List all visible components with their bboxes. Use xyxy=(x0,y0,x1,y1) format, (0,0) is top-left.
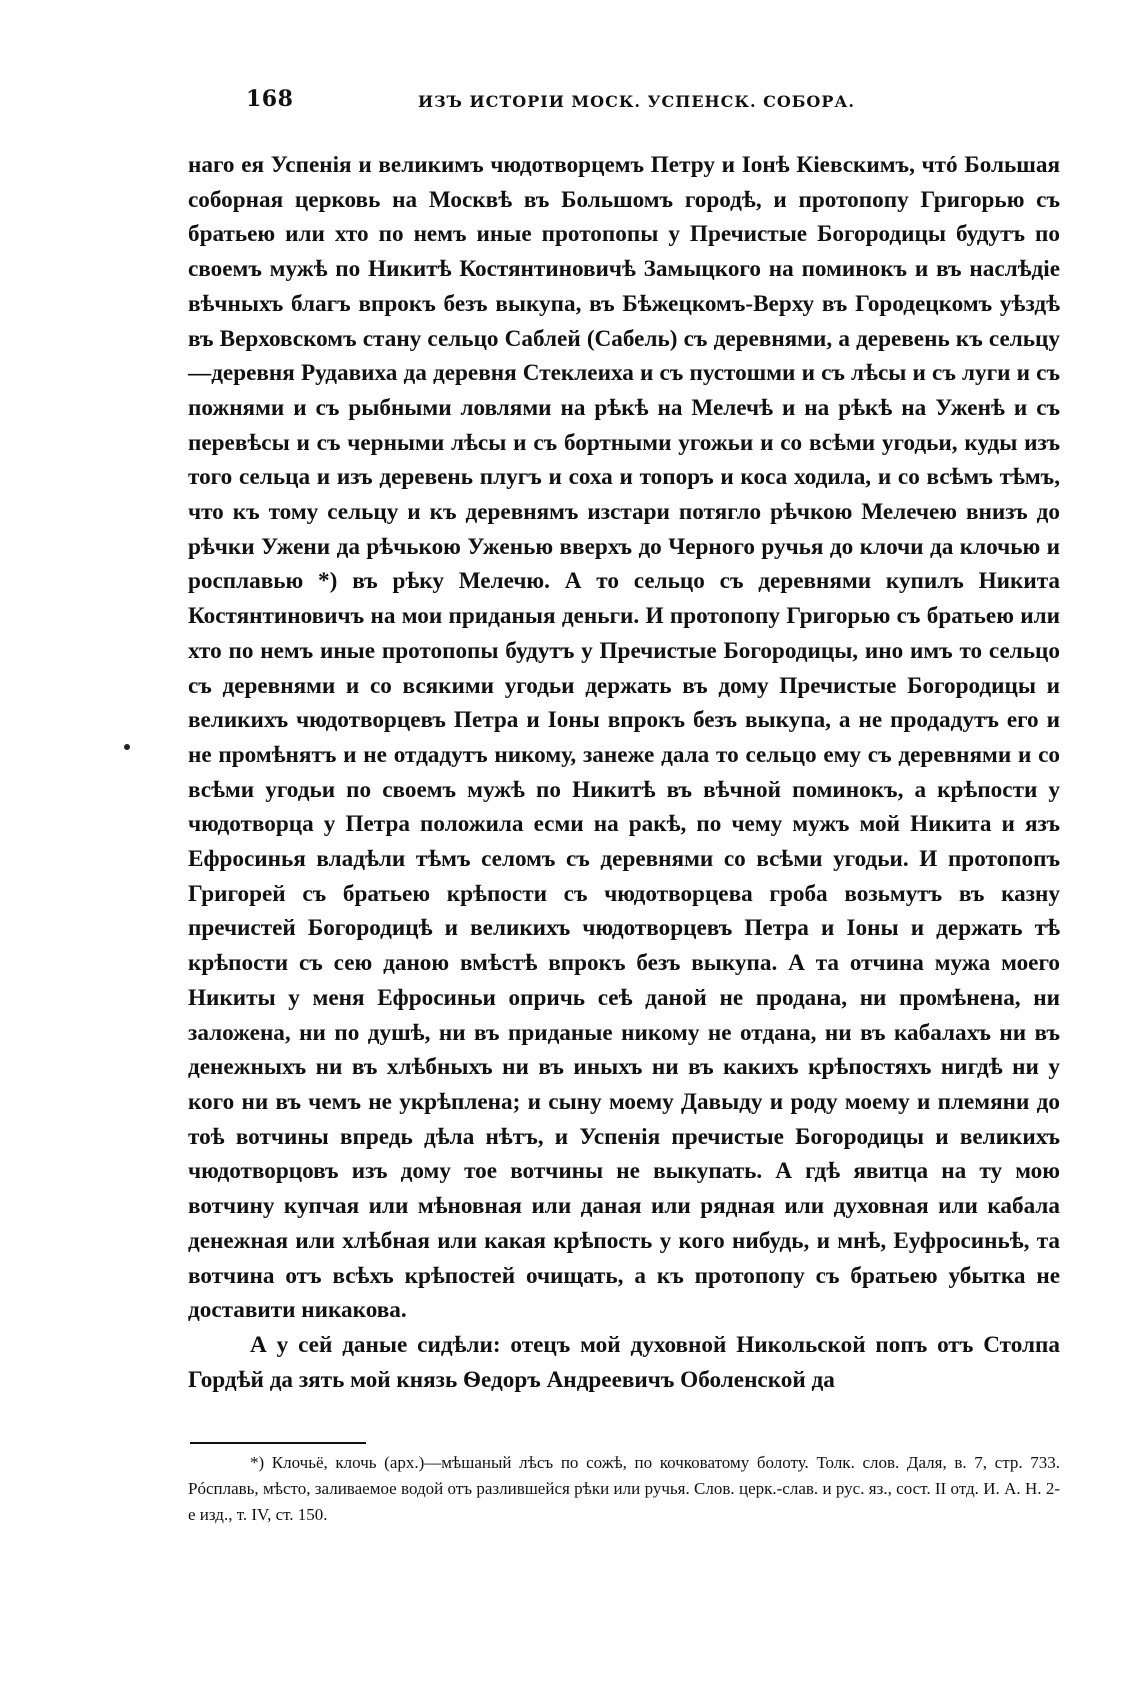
paragraph: наго ея Успенія и великимъ чюдотворцемъ Петру и Іонѣ Кіевскимъ, чтó Большая соборная церковь на Москвѣ въ Большомъ городѣ, и протопопу Григорью съ братьею или хто по немъ иные протопопы у Пречистые Богородицы будутъ по своемъ мужѣ по Никитѣ Костянтиновичѣ Замыцкого на поминокъ и въ наслѣдіе вѣчныхъ благъ впрокъ безъ выкупа, въ Бѣжецкомъ-Верху въ Городецкомъ уѣздѣ въ Верховскомъ стану сельцо Саблей (Сабель) съ деревнями, а деревень къ сельцу —деревня Рудавиха да деревня Стеклеиха и съ пустошми и съ лѣсы и съ луги и съ пожнями и съ рыбными ловлями на рѣкѣ на Мелечѣ и на рѣкѣ на Уженѣ и съ перевѣсы и съ черными лѣсы и съ бортными угожьи и со всѣми угодьи, куды изъ того сельца и изъ деревень плугъ и соха и топоръ и коса ходила, и со всѣмъ тѣмъ, что къ тому сельцу и къ деревнямъ изстари потягло рѣчкою Мелечею внизъ до рѣчки Ужени да рѣчькою Уженью вверхъ до Черного ручья до клочи да клочью и росплавью *) въ рѣку Мелечю. А то сельцо съ деревнями купилъ Никита Костянтиновичъ на мои приданыя деньги. И протопопу Григорью съ братьею или хто по немъ иные протопопы будутъ у Пречистые Богородицы, ино имъ то сельцо съ деревнями и со всякими угодьи держать въ дому Пречистые Богородицы и великихъ чюдотворцевъ Петра и Іоны впрокъ безъ выкупа, а не продадутъ его и не промѣнятъ и не отдадутъ никому, занеже дала то сельцо ему съ деревнями и со всѣми угодьи по своемъ мужѣ по Никитѣ въ вѣчной поминокъ, а крѣпости у чюдотворца у Петра положила есми на ракѣ, по чему мужъ мой Никита и язъ Ефросинья владѣли тѣмъ селомъ съ деревнями со всѣми угодьи. И протопопъ Григорей съ братьею крѣпости съ чюдотворцева гроба возьмутъ въ казну пречистей Богородицѣ и великихъ чюдотворцевъ Петра и Іоны и держать тѣ крѣпости съ сею даною вмѣстѣ впрокъ безъ выкупа. А та отчина мужа моего Никиты у меня Ефросиньи опричь сеѣ даной не продана, ни промѣнена, ни заложена, ни по душѣ, ни въ приданые никому не отдана, ни въ кабалахъ ни въ денежныхъ ни въ хлѣбныхъ ни въ иныхъ ни въ какихъ крѣпостяхъ нигдѣ ни у кого ни въ чемъ не укрѣплена; и сыну моему Давыду и роду моему и племяни до тоѣ вотчины впредь дѣла нѣтъ, и Успенія пречистые Богородицы и великихъ чюдотворцовъ изъ дому тое вотчины не выкупать. А гдѣ явитца на ту мою вотчину купчая или мѣновная или даная или рядная или духовная или кабала денежная или хлѣбная или какая крѣпость у кого нибудь, и мнѣ, Еуфросиньѣ, та вотчина отъ всѣхъ крѣпостей очищать, а къ протопопу съ братьею убытка не доставити никакова. xyxy=(188,152,1060,1324)
running-title: ИЗЪ ИСТОРІИ МОСК. УСПЕНСК. СОБОРА. xyxy=(418,92,855,111)
margin-mark xyxy=(124,744,130,750)
running-header xyxy=(188,86,1058,118)
footnote: *) Клочьё, клочь (арх.)—мѣшаный лѣсъ по сожѣ, по кочковатому болоту. Толк. слов. Даля, в. 7, стр. 733. Рóсплавь, мѣсто, заливаемое водой отъ разлившейся рѣки или ручья. Слов. церк.-слав. и рус. яз., сост. II отд. И. А. Н. 2-е изд., т. IV, ст. 150. xyxy=(188,1453,1060,1524)
page-number: 168 xyxy=(246,86,294,112)
paragraph: А у сей даные сидѣли: отецъ мой духовной Никольской попъ отъ Столпа Гордѣй да зять мой князь Ѳедоръ Андреевичъ Оболенской да xyxy=(188,1331,1060,1393)
main-text xyxy=(188,148,1060,1397)
footnotes xyxy=(188,1450,1060,1528)
footnote-divider xyxy=(190,1442,366,1444)
